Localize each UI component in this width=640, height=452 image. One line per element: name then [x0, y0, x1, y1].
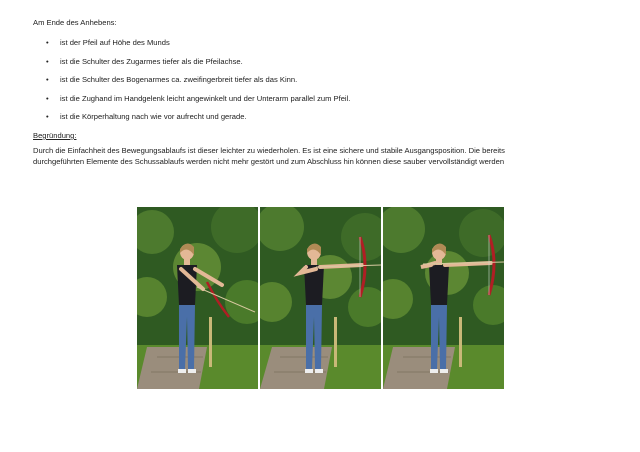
bullet-list — [46, 38, 350, 131]
reason-line: durchgeführten Elemente des Schussablaufs werden nicht mehr gestört und zum Abschluss hin können diese sauber vervollständigt werden — [33, 156, 505, 166]
bullet-text: ist die Schulter des Zugarmes tiefer als die Pfeilachse. — [60, 56, 243, 66]
bullet-item — [46, 112, 350, 131]
heading: Am Ende des Anhebens: — [33, 18, 117, 27]
reason-heading: Begründung: — [33, 131, 77, 140]
bullet-dot: • — [46, 38, 49, 47]
archer-photo-start — [137, 207, 258, 389]
bullet-item — [46, 75, 350, 94]
bullet-item — [46, 57, 350, 76]
reason-paragraph — [33, 146, 613, 167]
archer-photo-lift — [260, 207, 381, 389]
reason-line: Durch die Einfachheit des Bewegungsablaufs ist dieser leichter zu wiederholen. Es ist eine sichere und stabile Ausgangsposition. Die bereits — [33, 146, 505, 155]
bullet-dot: • — [46, 112, 49, 122]
bullet-text: ist die Schulter des Bogenarmes ca. zweifingerbreit tiefer als das Kinn. — [60, 75, 298, 85]
bullet-text: ist die Körperhaltung nach wie vor aufrecht und gerade. — [60, 112, 247, 122]
bullet-dot: • — [46, 56, 49, 66]
bullet-text: ist der Pfeil auf Höhe des Munds — [60, 38, 170, 47]
bullet-item — [46, 94, 350, 113]
bullet-dot: • — [46, 75, 49, 85]
photo-strip — [137, 207, 504, 389]
bullet-item — [46, 38, 350, 57]
bullet-text: ist die Zughand im Handgelenk leicht angewinkelt und der Unterarm parallel zum Pfeil. — [60, 93, 351, 103]
archer-photo-end — [383, 207, 504, 389]
bullet-dot: • — [46, 93, 49, 103]
